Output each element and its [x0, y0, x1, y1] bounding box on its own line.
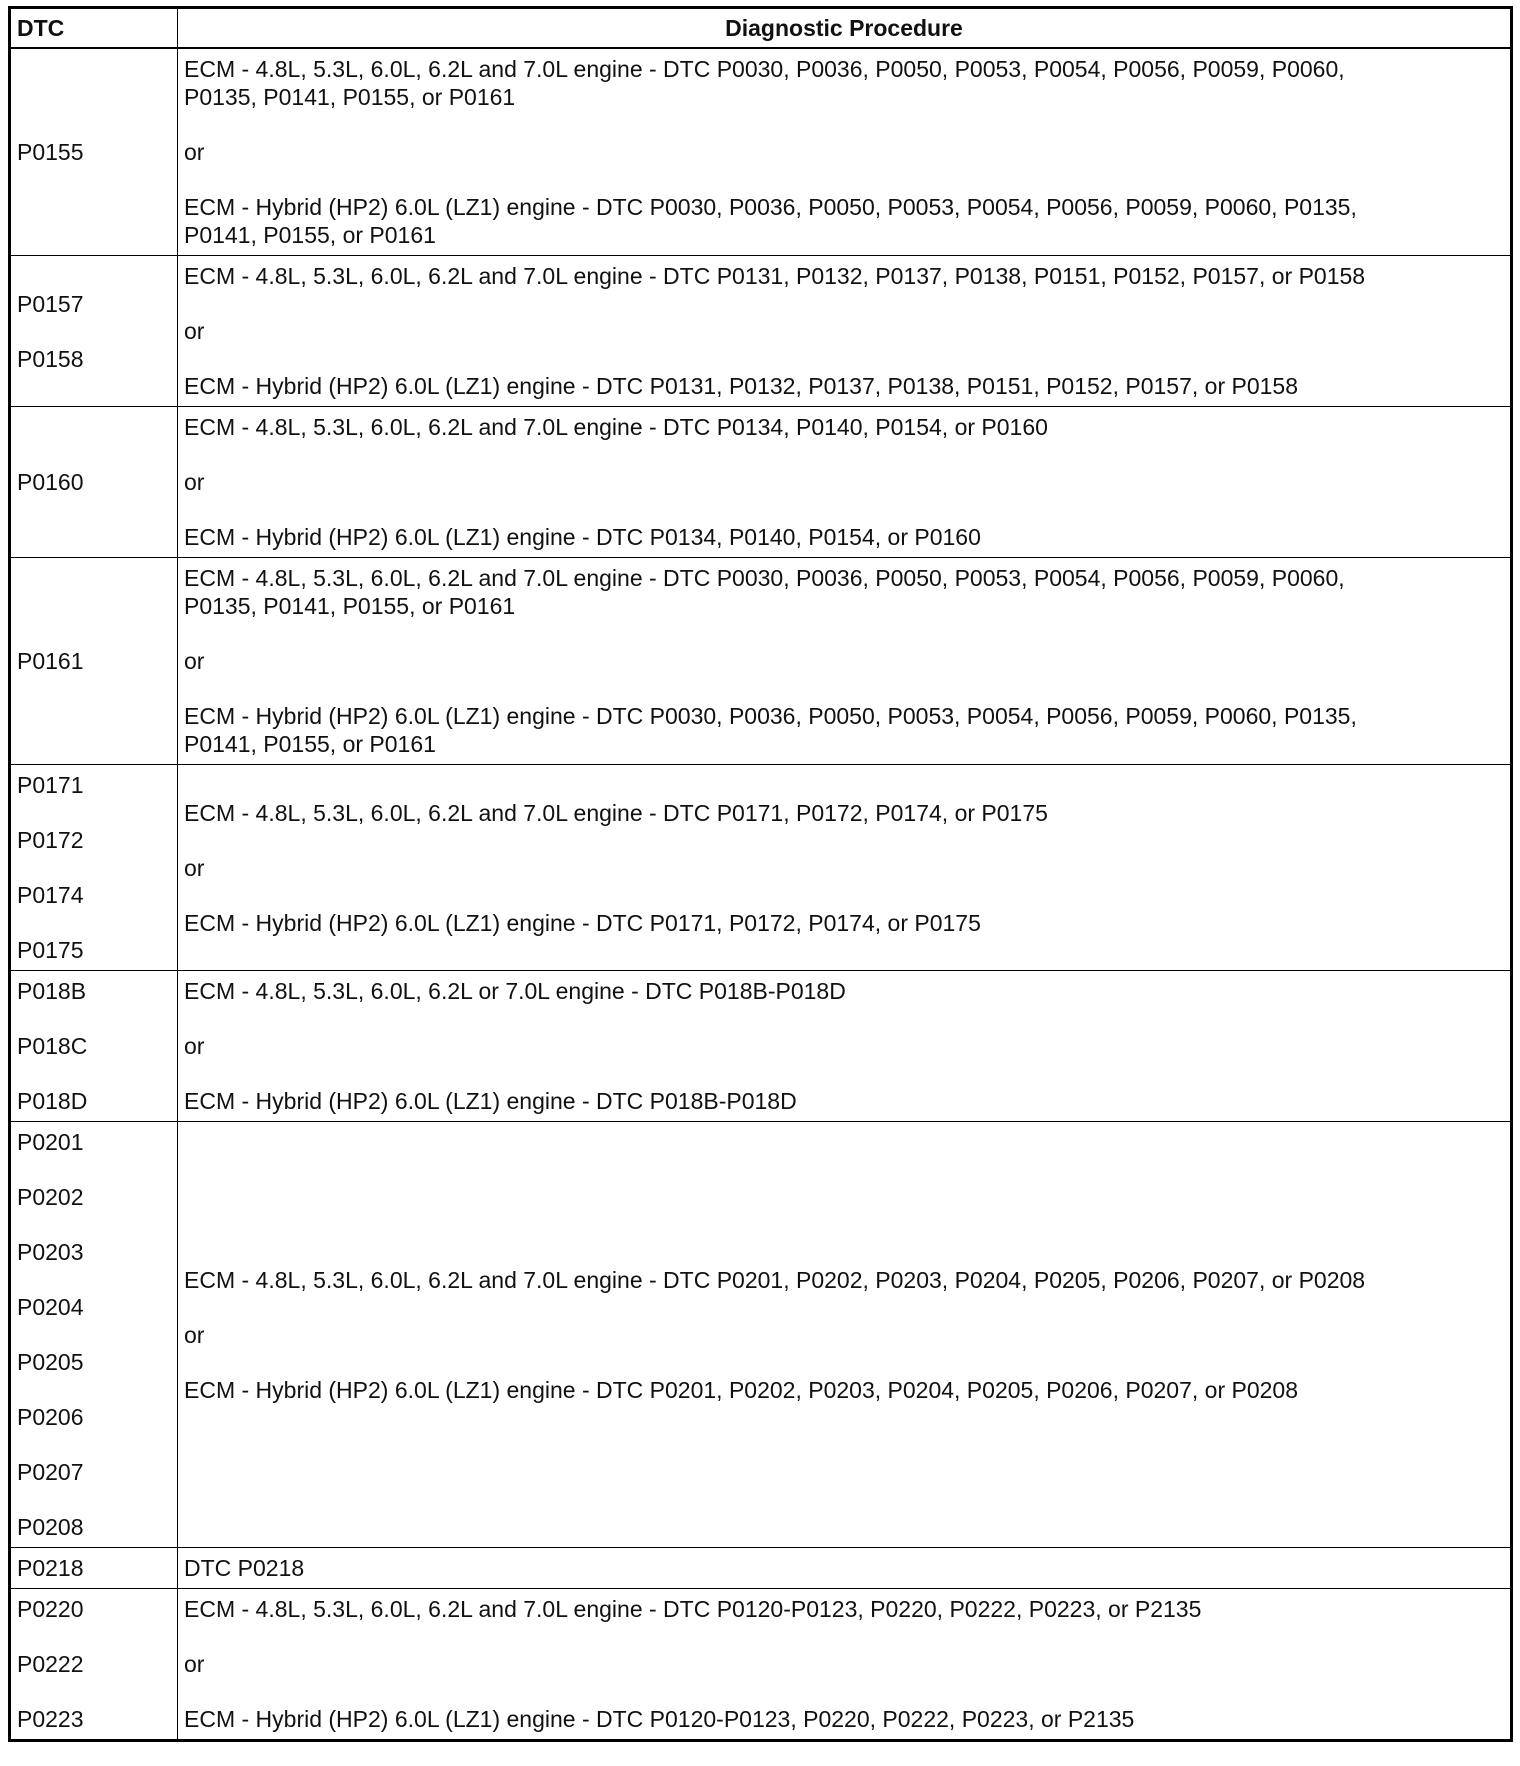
- procedure-line: ECM - 4.8L, 5.3L, 6.0L, 6.2L and 7.0L engine - DTC P0201, P0202, P0203, P0204, P0205, P0206, P0207, or P0208: [184, 1266, 1366, 1293]
- dtc-cell: [10, 1122, 178, 1548]
- line-gap: [184, 111, 1504, 138]
- line-gap: [184, 675, 1504, 702]
- line-gap: [184, 1623, 1504, 1650]
- dtc-code: P0172: [17, 827, 84, 853]
- line-gap: [184, 1005, 1504, 1032]
- dtc-code: P0223: [17, 1706, 84, 1732]
- line-gap: [184, 1060, 1504, 1087]
- line-gap: [184, 290, 1504, 317]
- table-row: [10, 48, 1512, 256]
- or-separator: or: [184, 318, 205, 344]
- procedure-cell: [178, 558, 1512, 765]
- procedure-line: ECM - Hybrid (HP2) 6.0L (LZ1) engine - DTC P0030, P0036, P0050, P0053, P0054, P0056, P0059, P0060, P0135,: [184, 194, 1357, 220]
- line-gap: [184, 1678, 1504, 1705]
- dtc-code: P0207: [17, 1459, 84, 1485]
- table-row: [10, 765, 1512, 971]
- dtc-code: P0155: [17, 139, 84, 165]
- procedure-cell: [178, 256, 1512, 407]
- table-row: [10, 1548, 1512, 1589]
- or-separator: or: [184, 854, 205, 881]
- or-separator: or: [184, 1321, 205, 1348]
- procedure-cell: [178, 1122, 1512, 1548]
- dtc-code: P0161: [17, 648, 84, 674]
- procedure-line: ECM - 4.8L, 5.3L, 6.0L, 6.2L and 7.0L engine - DTC P0030, P0036, P0050, P0053, P0054, P0056, P0059, P0060,: [184, 565, 1345, 591]
- procedure-line: P0141, P0155, or P0161: [184, 222, 436, 248]
- dtc-code: P018C: [17, 1033, 88, 1059]
- dtc-cell: [10, 1589, 178, 1741]
- table-row: [10, 1122, 1512, 1548]
- dtc-code: P0218: [17, 1555, 84, 1581]
- or-separator: or: [184, 139, 205, 165]
- dtc-cell: [10, 1548, 178, 1589]
- procedure-cell: [178, 407, 1512, 558]
- procedure-line: ECM - 4.8L, 5.3L, 6.0L, 6.2L and 7.0L engine - DTC P0120-P0123, P0220, P0222, P0223, or P2135: [184, 1596, 1202, 1622]
- procedure-line: ECM - 4.8L, 5.3L, 6.0L, 6.2L and 7.0L engine - DTC P0171, P0172, P0174, or P0175: [184, 799, 1048, 826]
- dtc-cell: [10, 765, 178, 971]
- dtc-code: P0220: [17, 1596, 84, 1622]
- line-gap: [184, 166, 1504, 193]
- or-separator: or: [184, 648, 205, 674]
- procedure-line: P0141, P0155, or P0161: [184, 731, 436, 757]
- procedure-line: ECM - Hybrid (HP2) 6.0L (LZ1) engine - DTC P0131, P0132, P0137, P0138, P0151, P0152, P0157, or P0158: [184, 373, 1299, 399]
- procedure-line: ECM - 4.8L, 5.3L, 6.0L, 6.2L and 7.0L engine - DTC P0131, P0132, P0137, P0138, P0151, P0152, P0157, or P0158: [184, 263, 1366, 289]
- dtc-code: P0201: [17, 1129, 84, 1155]
- table-body: [10, 48, 1512, 1741]
- procedure-cell: [178, 1589, 1512, 1741]
- dtc-code: P0175: [17, 937, 84, 963]
- line-gap: [184, 345, 1504, 372]
- dtc-code: P018B: [17, 978, 87, 1004]
- procedure-line: ECM - Hybrid (HP2) 6.0L (LZ1) engine - DTC P0171, P0172, P0174, or P0175: [184, 909, 981, 936]
- dtc-cell: [10, 256, 178, 407]
- procedure-cell: [178, 1548, 1512, 1589]
- dtc-code: P0157: [17, 290, 84, 317]
- dtc-code: P0171: [17, 772, 84, 798]
- line-gap: [184, 1349, 1504, 1376]
- procedure-line: DTC P0218: [184, 1555, 305, 1581]
- line-gap: [184, 620, 1504, 647]
- dtc-code: P0202: [17, 1184, 84, 1210]
- dtc-cell: [10, 558, 178, 765]
- procedure-line: ECM - Hybrid (HP2) 6.0L (LZ1) engine - DTC P0134, P0140, P0154, or P0160: [184, 524, 981, 550]
- or-separator: or: [184, 1651, 205, 1677]
- table-row: [10, 256, 1512, 407]
- procedure-column-header: Diagnostic Procedure: [178, 8, 1512, 49]
- dtc-table: [8, 6, 1513, 1742]
- dtc-code: P0204: [17, 1294, 84, 1320]
- procedure-line: ECM - Hybrid (HP2) 6.0L (LZ1) engine - DTC P018B-P018D: [184, 1088, 797, 1114]
- procedure-cell: [178, 971, 1512, 1122]
- or-separator: or: [184, 1033, 205, 1059]
- or-separator: or: [184, 469, 205, 495]
- dtc-code: P0205: [17, 1349, 84, 1375]
- procedure-line: ECM - Hybrid (HP2) 6.0L (LZ1) engine - DTC P0201, P0202, P0203, P0204, P0205, P0206, P0207, or P0208: [184, 1376, 1299, 1403]
- procedure-line: ECM - Hybrid (HP2) 6.0L (LZ1) engine - DTC P0030, P0036, P0050, P0053, P0054, P0056, P0059, P0060, P0135,: [184, 703, 1357, 729]
- table-row: [10, 1589, 1512, 1741]
- dtc-code: P0222: [17, 1651, 84, 1677]
- dtc-code: P0208: [17, 1514, 84, 1540]
- line-gap: [184, 827, 1504, 854]
- dtc-cell: [10, 407, 178, 558]
- dtc-code: P0158: [17, 345, 84, 372]
- dtc-code: P018D: [17, 1088, 88, 1114]
- dtc-code: P0203: [17, 1239, 84, 1265]
- procedure-line: ECM - 4.8L, 5.3L, 6.0L, 6.2L and 7.0L engine - DTC P0030, P0036, P0050, P0053, P0054, P0056, P0059, P0060,: [184, 56, 1345, 82]
- dtc-code: P0160: [17, 469, 84, 495]
- table-row: [10, 407, 1512, 558]
- dtc-column-header: DTC: [10, 8, 178, 49]
- procedure-line: ECM - Hybrid (HP2) 6.0L (LZ1) engine - DTC P0120-P0123, P0220, P0222, P0223, or P2135: [184, 1706, 1135, 1732]
- line-gap: [184, 441, 1504, 468]
- procedure-line: ECM - 4.8L, 5.3L, 6.0L, 6.2L or 7.0L engine - DTC P018B-P018D: [184, 978, 846, 1004]
- line-gap: [184, 496, 1504, 523]
- line-gap: [184, 882, 1504, 909]
- table-row: [10, 971, 1512, 1122]
- dtc-cell: [10, 971, 178, 1122]
- procedure-line: ECM - 4.8L, 5.3L, 6.0L, 6.2L and 7.0L engine - DTC P0134, P0140, P0154, or P0160: [184, 414, 1048, 440]
- procedure-cell: [178, 765, 1512, 971]
- dtc-code: P0206: [17, 1404, 84, 1430]
- procedure-line: P0135, P0141, P0155, or P0161: [184, 84, 516, 110]
- table-header-row: [10, 8, 1512, 49]
- procedure-cell: [178, 48, 1512, 256]
- procedure-line: P0135, P0141, P0155, or P0161: [184, 593, 516, 619]
- dtc-code: P0174: [17, 882, 84, 908]
- table-row: [10, 558, 1512, 765]
- dtc-cell: [10, 48, 178, 256]
- line-gap: [184, 1294, 1504, 1321]
